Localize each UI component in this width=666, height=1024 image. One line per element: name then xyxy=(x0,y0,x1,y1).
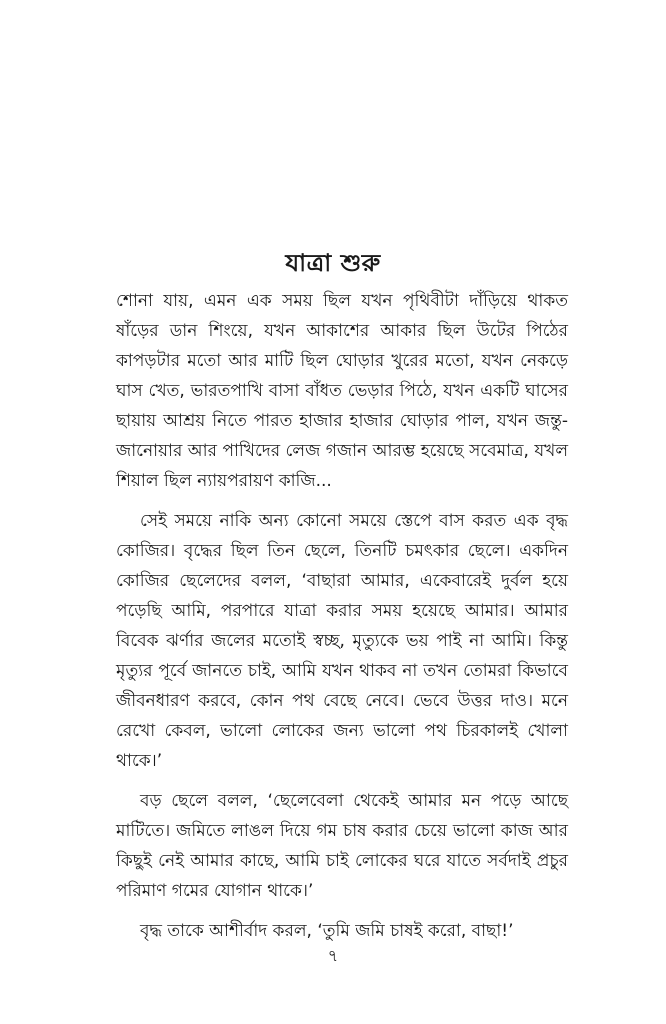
paragraph: সেই সময়ে নাকি অন্য কোনো সময়ে স্তেপে বাস করত এক বৃদ্ধ কোজির। বৃদ্ধের ছিল তিন ছেলে, তিনটি চমৎকার ছেলে। একদিন কোজির ছেলেদের বলল, ‘বাছারা আমার, একেবারেই দুর্বল হয়ে পড়েছি আমি, পরপারে যাত্রা করার সময় হয়েছে আমার। আমার বিবেক ঝর্ণার জলের মতোই স্বচ্ছ, মৃত্যুকে ভয় পাই না আমি। কিন্তু মৃত্যুর পূর্বে জানতে চাই, আমি যখন থাকব না তখন তোমরা কিভাবে জীবনধারণ করবে, কোন পথ বেছে নেবে। ভেবে উত্তর দাও। মনে রেখো কেবল, ভালো লোকের জন্য ভালো পথ চিরকালই খোলা থাকে।’ xyxy=(116,511,568,771)
chapter-title: যাত্রা শুরু xyxy=(285,249,381,278)
body-text xyxy=(116,286,568,956)
paragraph: বড় ছেলে বলল, ‘ছেলেবেলা থেকেই আমার মন পড়ে আছে মাটিতে। জমিতে লাঙল দিয়ে গম চাষ করার চেয়ে ভালো কাজ আর কিছুই নেই আমার কাছে, আমি চাই লোকের ঘরে যাতে সর্বদাই প্রচুর পরিমাণ গমের যোগান থাকে।’ xyxy=(116,791,568,901)
page-number: ৭ xyxy=(327,946,339,965)
paragraph: শোনা যায়, এমন এক সময় ছিল যখন পৃথিবীটা দাঁড়িয়ে থাকত ষাঁড়ের ডান শিংয়ে, যখন আকাশের আকার ছিল উটের পিঠের কাপড়টার মতো আর মাটি ছিল ঘোড়ার খুরের মতো, যখন নেকড়ে ঘাস খেত, ভারতপাখি বাসা বাঁধত ভেড়ার পিঠে, যখন একটি ঘাসের ছায়ায় আশ্রয় নিতে পারত হাজার হাজার ঘোড়ার পাল, যখন জন্তু-জানোয়ার আর পাখিদের লেজ গজান আরম্ভ হয়েছে সবেমাত্র, যখল শিয়াল ছিল ন্যায়পরায়ণ কাজি... xyxy=(116,291,568,491)
paragraph: বৃদ্ধ তাকে আশীর্বাদ করল, ‘তুমি জমি চাষই করো, বাছা!’ xyxy=(140,921,514,941)
